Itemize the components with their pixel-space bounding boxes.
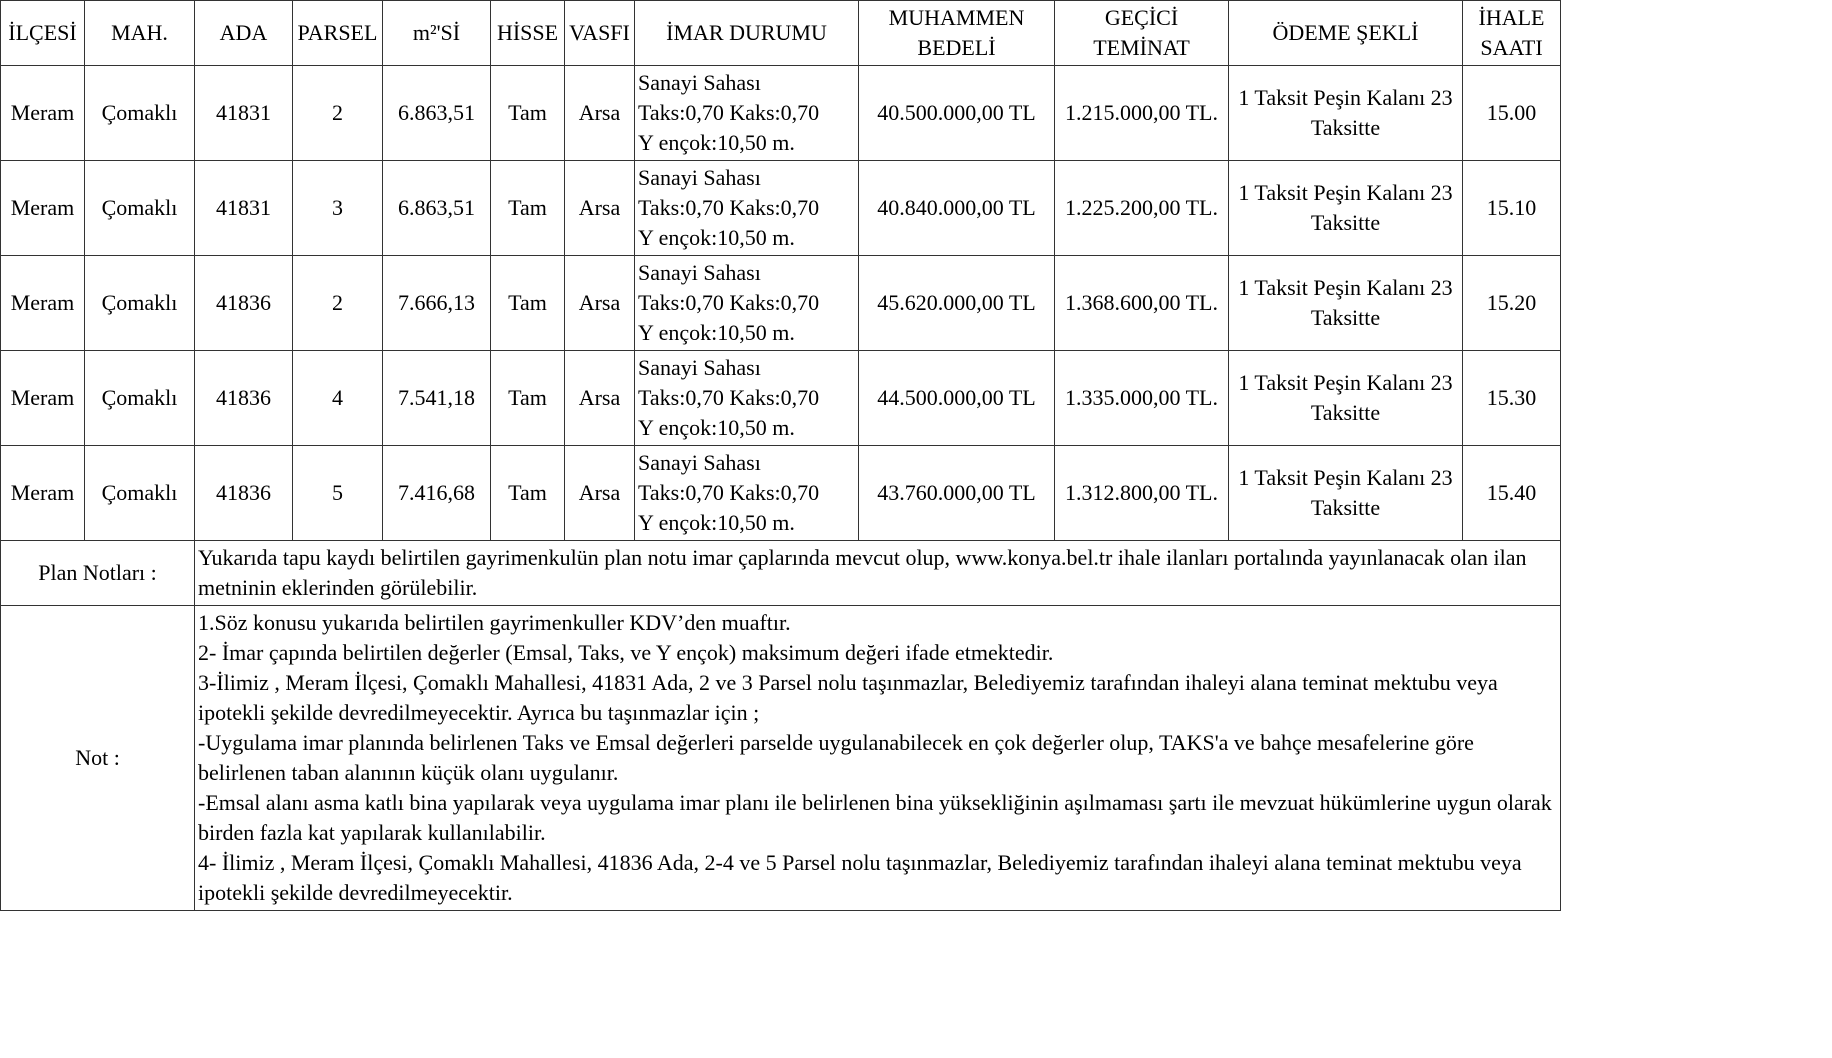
cell-parsel: 2 [293, 66, 383, 161]
cell-ada: 41836 [195, 446, 293, 541]
cell-teminat: 1.335.000,00 TL. [1055, 351, 1229, 446]
note-line: -Uygulama imar planında belirlenen Taks ve Emsal değerleri parselde uygulanabilecek en çok değerler olup, TAKS'a ve bahçe mesafelerine göre belirlenen taban alanının küçük olanı uygulanır. [198, 730, 1474, 785]
note-line: -Emsal alanı asma katlı bina yapılarak veya uygulama imar planı ile belirlenen bina yüksekliğinin aşılmaması şartı ile mevzuat hükümlerine uygun olarak birden fazla kat yapılarak kullanılabilir. [198, 790, 1552, 845]
cell-m2: 6.863,51 [383, 66, 491, 161]
cell-parsel: 4 [293, 351, 383, 446]
cell-ada: 41836 [195, 256, 293, 351]
notes-row [1, 606, 1561, 911]
note-line: 2- İmar çapında belirtilen değerler (Emsal, Taks, ve Y ençok) maksimum değeri ifade etmektedir. [198, 640, 1054, 665]
cell-saat: 15.10 [1463, 161, 1561, 256]
cell-mahalle: Çomaklı [85, 161, 195, 256]
cell-teminat: 1.215.000,00 TL. [1055, 66, 1229, 161]
cell-vasfi: Arsa [565, 446, 635, 541]
cell-muhammen: 40.840.000,00 TL [859, 161, 1055, 256]
cell-ada: 41831 [195, 161, 293, 256]
cell-saat: 15.00 [1463, 66, 1561, 161]
cell-m2: 7.541,18 [383, 351, 491, 446]
col-header-vasfi: VASFI [565, 1, 635, 66]
note-line: 3-İlimiz , Meram İlçesi, Çomaklı Mahallesi, 41831 Ada, 2 ve 3 Parsel nolu taşınmazlar, Belediyemiz tarafından ihaleyi alana teminat mektubu veya ipotekli şekilde devredilmeyecektir. Ayrıca bu taşınmazlar için ; [198, 670, 1498, 725]
cell-teminat: 1.312.800,00 TL. [1055, 446, 1229, 541]
cell-parsel: 5 [293, 446, 383, 541]
imar-line: Sanayi Sahası [638, 450, 761, 475]
imar-line: Taks:0,70 Kaks:0,70 [638, 290, 820, 315]
col-header-mahalle: MAH. [85, 1, 195, 66]
imar-line: Y ençok:10,50 m. [638, 225, 795, 250]
col-header-ilce: İLÇESİ [1, 1, 85, 66]
cell-saat: 15.20 [1463, 256, 1561, 351]
cell-odeme: 1 Taksit Peşin Kalanı 23 Taksitte [1229, 256, 1463, 351]
cell-parsel: 2 [293, 256, 383, 351]
cell-mahalle: Çomaklı [85, 256, 195, 351]
imar-line: Sanayi Sahası [638, 165, 761, 190]
cell-imar [635, 256, 859, 351]
plan-notes-label: Plan Notları : [1, 541, 195, 606]
table-row [1, 66, 1561, 161]
header-row [1, 1, 1561, 66]
imar-line: Taks:0,70 Kaks:0,70 [638, 100, 820, 125]
cell-muhammen: 45.620.000,00 TL [859, 256, 1055, 351]
cell-odeme: 1 Taksit Peşin Kalanı 23 Taksitte [1229, 446, 1463, 541]
cell-imar [635, 351, 859, 446]
imar-line: Taks:0,70 Kaks:0,70 [638, 195, 820, 220]
cell-muhammen: 40.500.000,00 TL [859, 66, 1055, 161]
cell-hisse: Tam [491, 256, 565, 351]
imar-line: Y ençok:10,50 m. [638, 510, 795, 535]
cell-muhammen: 43.760.000,00 TL [859, 446, 1055, 541]
cell-m2: 7.416,68 [383, 446, 491, 541]
note-line: 1.Söz konusu yukarıda belirtilen gayrimenkuller KDV’den muaftır. [198, 610, 791, 635]
col-header-odeme: ÖDEME ŞEKLİ [1229, 1, 1463, 66]
cell-ada: 41836 [195, 351, 293, 446]
imar-line: Taks:0,70 Kaks:0,70 [638, 480, 820, 505]
cell-odeme: 1 Taksit Peşin Kalanı 23 Taksitte [1229, 161, 1463, 256]
col-header-muhammen: MUHAMMEN BEDELİ [859, 1, 1055, 66]
cell-mahalle: Çomaklı [85, 446, 195, 541]
cell-teminat: 1.368.600,00 TL. [1055, 256, 1229, 351]
imar-line: Y ençok:10,50 m. [638, 320, 795, 345]
cell-ilce: Meram [1, 66, 85, 161]
cell-odeme: 1 Taksit Peşin Kalanı 23 Taksitte [1229, 66, 1463, 161]
cell-muhammen: 44.500.000,00 TL [859, 351, 1055, 446]
cell-vasfi: Arsa [565, 351, 635, 446]
plan-notes-text: Yukarıda tapu kaydı belirtilen gayrimenkulün plan notu imar çaplarında mevcut olup, www.konya.bel.tr ihale ilanları portalında yayınlanacak olan ilan metninin eklerinden görülebilir. [195, 541, 1561, 606]
table-row [1, 351, 1561, 446]
imar-line: Sanayi Sahası [638, 70, 761, 95]
imar-line: Sanayi Sahası [638, 355, 761, 380]
cell-odeme: 1 Taksit Peşin Kalanı 23 Taksitte [1229, 351, 1463, 446]
col-header-parsel: PARSEL [293, 1, 383, 66]
table-row [1, 161, 1561, 256]
col-header-saat: İHALE SAATI [1463, 1, 1561, 66]
cell-parsel: 3 [293, 161, 383, 256]
cell-saat: 15.40 [1463, 446, 1561, 541]
imar-line: Taks:0,70 Kaks:0,70 [638, 385, 820, 410]
col-header-ada: ADA [195, 1, 293, 66]
imar-line: Sanayi Sahası [638, 260, 761, 285]
col-header-teminat: GEÇİCİ TEMİNAT [1055, 1, 1229, 66]
cell-m2: 6.863,51 [383, 161, 491, 256]
notes-body [195, 606, 1561, 911]
plan-notes-row [1, 541, 1561, 606]
cell-vasfi: Arsa [565, 256, 635, 351]
cell-ilce: Meram [1, 161, 85, 256]
cell-ilce: Meram [1, 351, 85, 446]
cell-imar [635, 446, 859, 541]
table-row [1, 256, 1561, 351]
cell-mahalle: Çomaklı [85, 66, 195, 161]
imar-line: Y ençok:10,50 m. [638, 130, 795, 155]
notes-label: Not : [1, 606, 195, 911]
cell-ilce: Meram [1, 256, 85, 351]
cell-imar [635, 161, 859, 256]
cell-saat: 15.30 [1463, 351, 1561, 446]
cell-hisse: Tam [491, 351, 565, 446]
col-header-hisse: HİSSE [491, 1, 565, 66]
cell-vasfi: Arsa [565, 161, 635, 256]
cell-ada: 41831 [195, 66, 293, 161]
cell-hisse: Tam [491, 446, 565, 541]
note-line: 4- İlimiz , Meram İlçesi, Çomaklı Mahallesi, 41836 Ada, 2-4 ve 5 Parsel nolu taşınmazlar, Belediyemiz tarafından ihaleyi alana teminat mektubu veya ipotekli şekilde devredilmeyecektir. [198, 850, 1522, 905]
table-row [1, 446, 1561, 541]
col-header-imar: İMAR DURUMU [635, 1, 859, 66]
cell-hisse: Tam [491, 161, 565, 256]
cell-hisse: Tam [491, 66, 565, 161]
col-header-m2: m²'Sİ [383, 1, 491, 66]
cell-imar [635, 66, 859, 161]
cell-ilce: Meram [1, 446, 85, 541]
cell-m2: 7.666,13 [383, 256, 491, 351]
cell-mahalle: Çomaklı [85, 351, 195, 446]
cell-teminat: 1.225.200,00 TL. [1055, 161, 1229, 256]
cell-vasfi: Arsa [565, 66, 635, 161]
imar-line: Y ençok:10,50 m. [638, 415, 795, 440]
